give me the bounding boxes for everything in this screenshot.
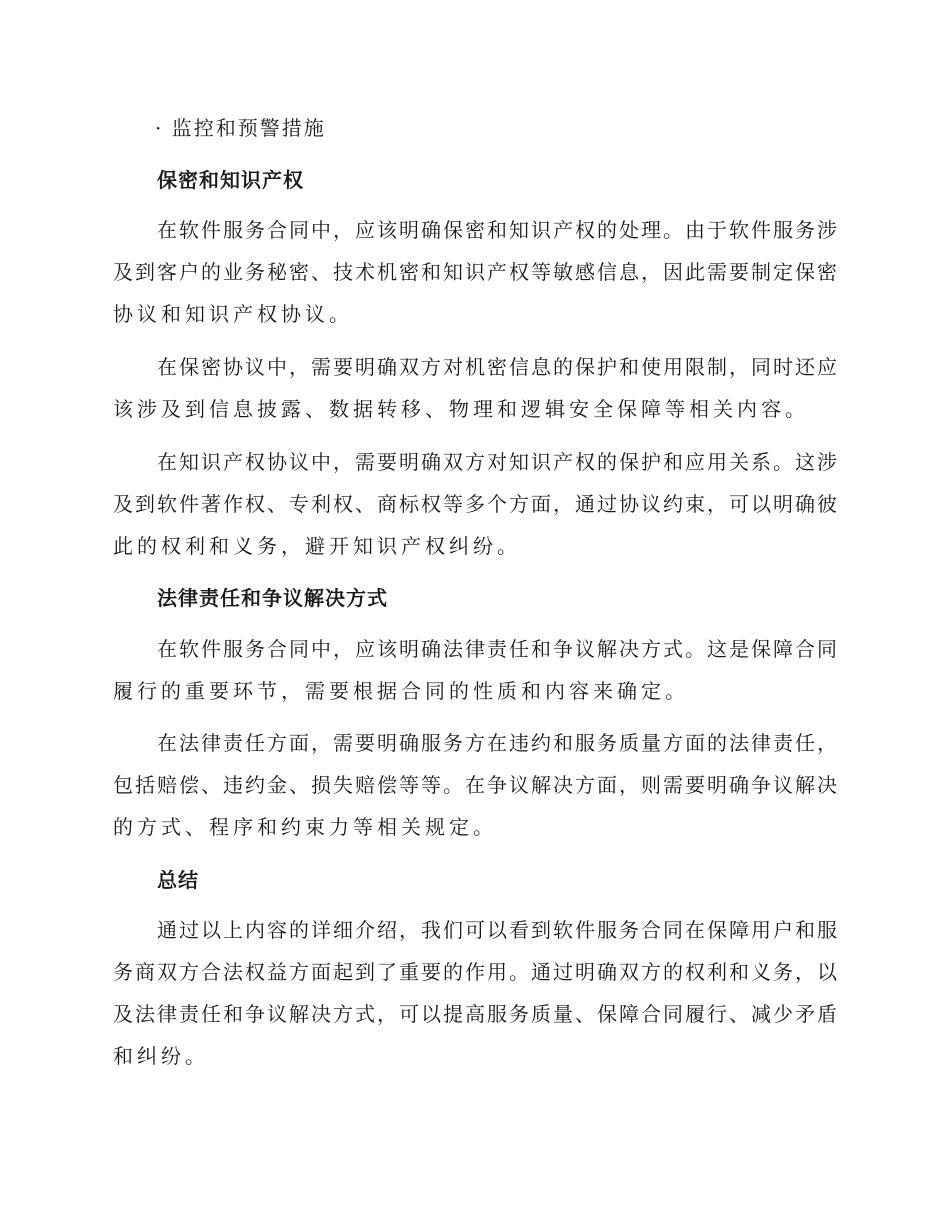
paragraph-line: 务商双方合法权益方面起到了重要的作用。通过明确双方的权利和义务，以 [113, 960, 839, 984]
paragraph-line: 此的权利和义务，避开知识产权纠纷。 [113, 534, 521, 558]
paragraph-line: 和纠纷。 [113, 1044, 209, 1068]
paragraph-line: 在法律责任方面，需要明确服务方在违约和服务质量方面的法律责任， [157, 731, 839, 755]
paragraph-line: 在软件服务合同中，应该明确保密和知识产权的处理。由于软件服务涉 [157, 218, 839, 242]
paragraph-line: 履行的重要环节，需要根据合同的性质和内容来确定。 [113, 679, 689, 703]
paragraph-line: 及法律责任和争议解决方式，可以提高服务质量、保障合同履行、减少矛盾 [113, 1002, 839, 1026]
paragraph-line: 及到软件著作权、专利权、商标权等多个方面，通过协议约束，可以明确彼 [113, 492, 839, 516]
paragraph-line: 通过以上内容的详细介绍，我们可以看到软件服务合同在保障用户和服 [157, 918, 839, 942]
paragraph-line: 及到客户的业务秘密、技术机密和知识产权等敏感信息，因此需要制定保密 [113, 260, 839, 284]
paragraph-line: 在知识产权协议中，需要明确双方对知识产权的保护和应用关系。这涉 [157, 450, 839, 474]
section-heading: 保密和知识产权 [157, 168, 304, 192]
bullet-item: · 监控和预警措施 [155, 116, 326, 140]
section-heading: 法律责任和争议解决方式 [157, 586, 388, 610]
paragraph-line: 在软件服务合同中，应该明确法律责任和争议解决方式。这是保障合同 [157, 637, 839, 661]
paragraph-line: 包括赔偿、违约金、损失赔偿等等。在争议解决方面，则需要明确争议解决 [113, 773, 839, 797]
paragraph-line: 该涉及到信息披露、数据转移、物理和逻辑安全保障等相关内容。 [113, 397, 809, 421]
paragraph-line: 在保密协议中，需要明确双方对机密信息的保护和使用限制，同时还应 [157, 355, 839, 379]
paragraph-line: 协议和知识产权协议。 [113, 302, 353, 326]
section-heading: 总结 [157, 868, 199, 892]
paragraph-line: 的方式、程序和约束力等相关规定。 [113, 815, 497, 839]
